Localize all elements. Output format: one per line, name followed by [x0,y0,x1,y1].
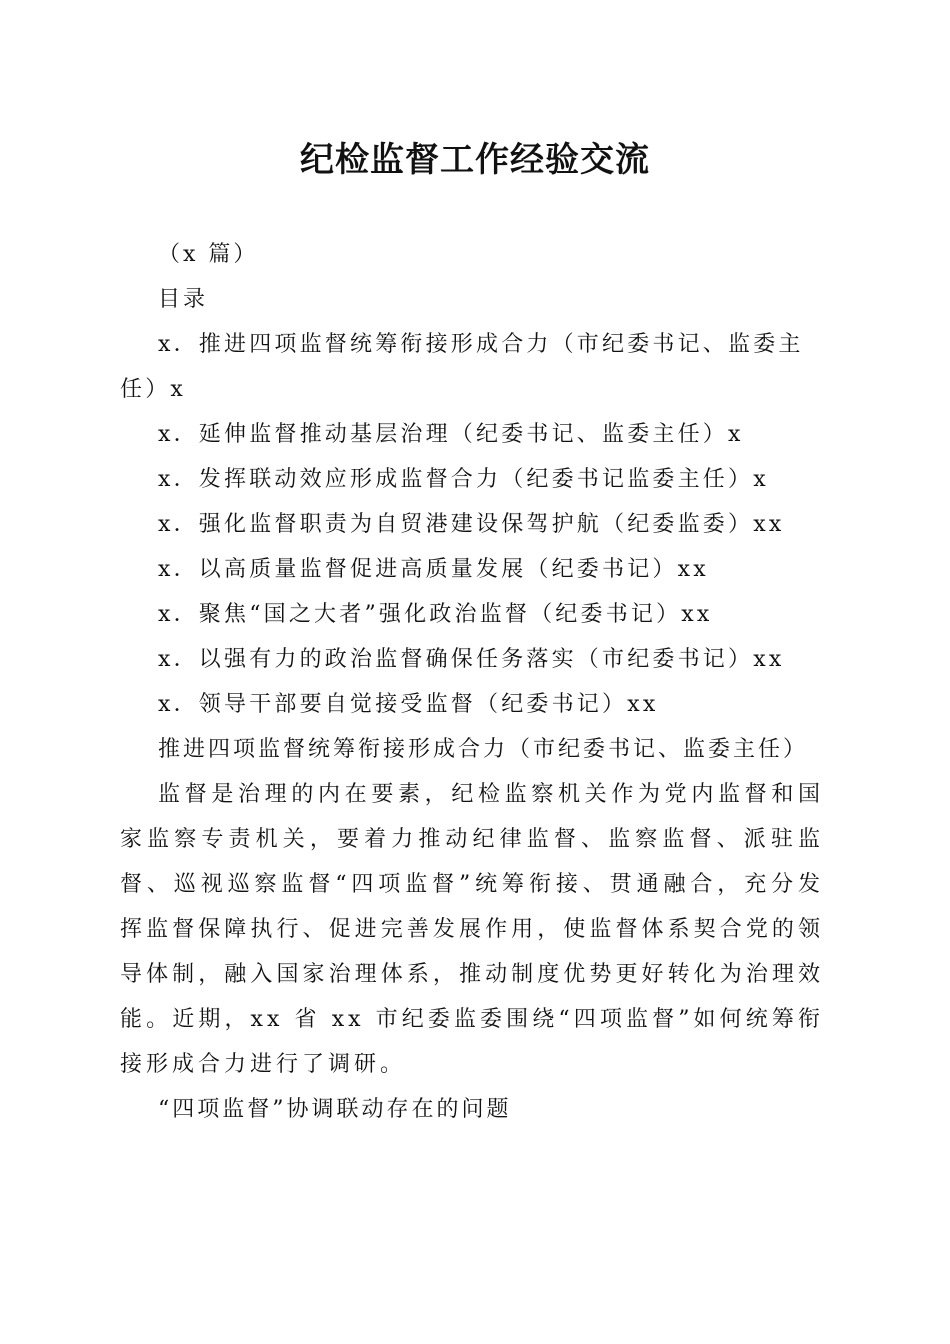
toc-item-2[interactable]: x．延伸监督推动基层治理（纪委书记、监委主任）x [158,422,744,447]
document-content [120,232,824,1132]
toc-item-4[interactable]: x．强化监督职责为自贸港建设保驾护航（纪委监委）xx [158,512,785,537]
table-of-contents [120,322,824,727]
toc-item-1[interactable]: x．推进四项监督统筹衔接形成合力（市纪委书记、监委主任）x [120,332,804,402]
document-title: 纪检监督工作经验交流 [300,140,650,180]
toc-item-7[interactable]: x．以强有力的政治监督确保任务落实（市纪委书记）xx [158,647,785,672]
toc-item-3[interactable]: x．发挥联动效应形成监督合力（纪委书记监委主任）x [158,467,769,492]
toc-item-8[interactable]: x．领导干部要自觉接受监督（纪委书记）xx [158,692,659,717]
toc-item-6[interactable]: x．聚焦“国之大者”强化政治监督（纪委书记）xx [158,602,713,627]
toc-heading: 目录 [158,287,209,312]
body-paragraph: 监督是治理的内在要素，纪检监察机关作为党内监督和国家监察专责机关，要着力推动纪律监督、监察监督、派驻监督、巡视巡察监督“四项监督”统筹衔接、贯通融合，充分发挥监督保障执行、促进完善发展作用，使监督体系契合党的领导体制，融入国家治理体系，推动制度优势更好转化为治理效能。近期，xx 省 xx 市纪委监委围绕“四项监督”如何统筹衔接形成合力进行了调研。 [120,782,824,1077]
toc-item-5[interactable]: x．以高质量监督促进高质量发展（纪委书记）xx [158,557,709,582]
sub-heading: “四项监督”协调联动存在的问题 [158,1097,512,1122]
section-heading: 推进四项监督统筹衔接形成合力（市纪委书记、监委主任） [158,737,809,762]
document-subtitle: （x 篇） [158,242,259,267]
